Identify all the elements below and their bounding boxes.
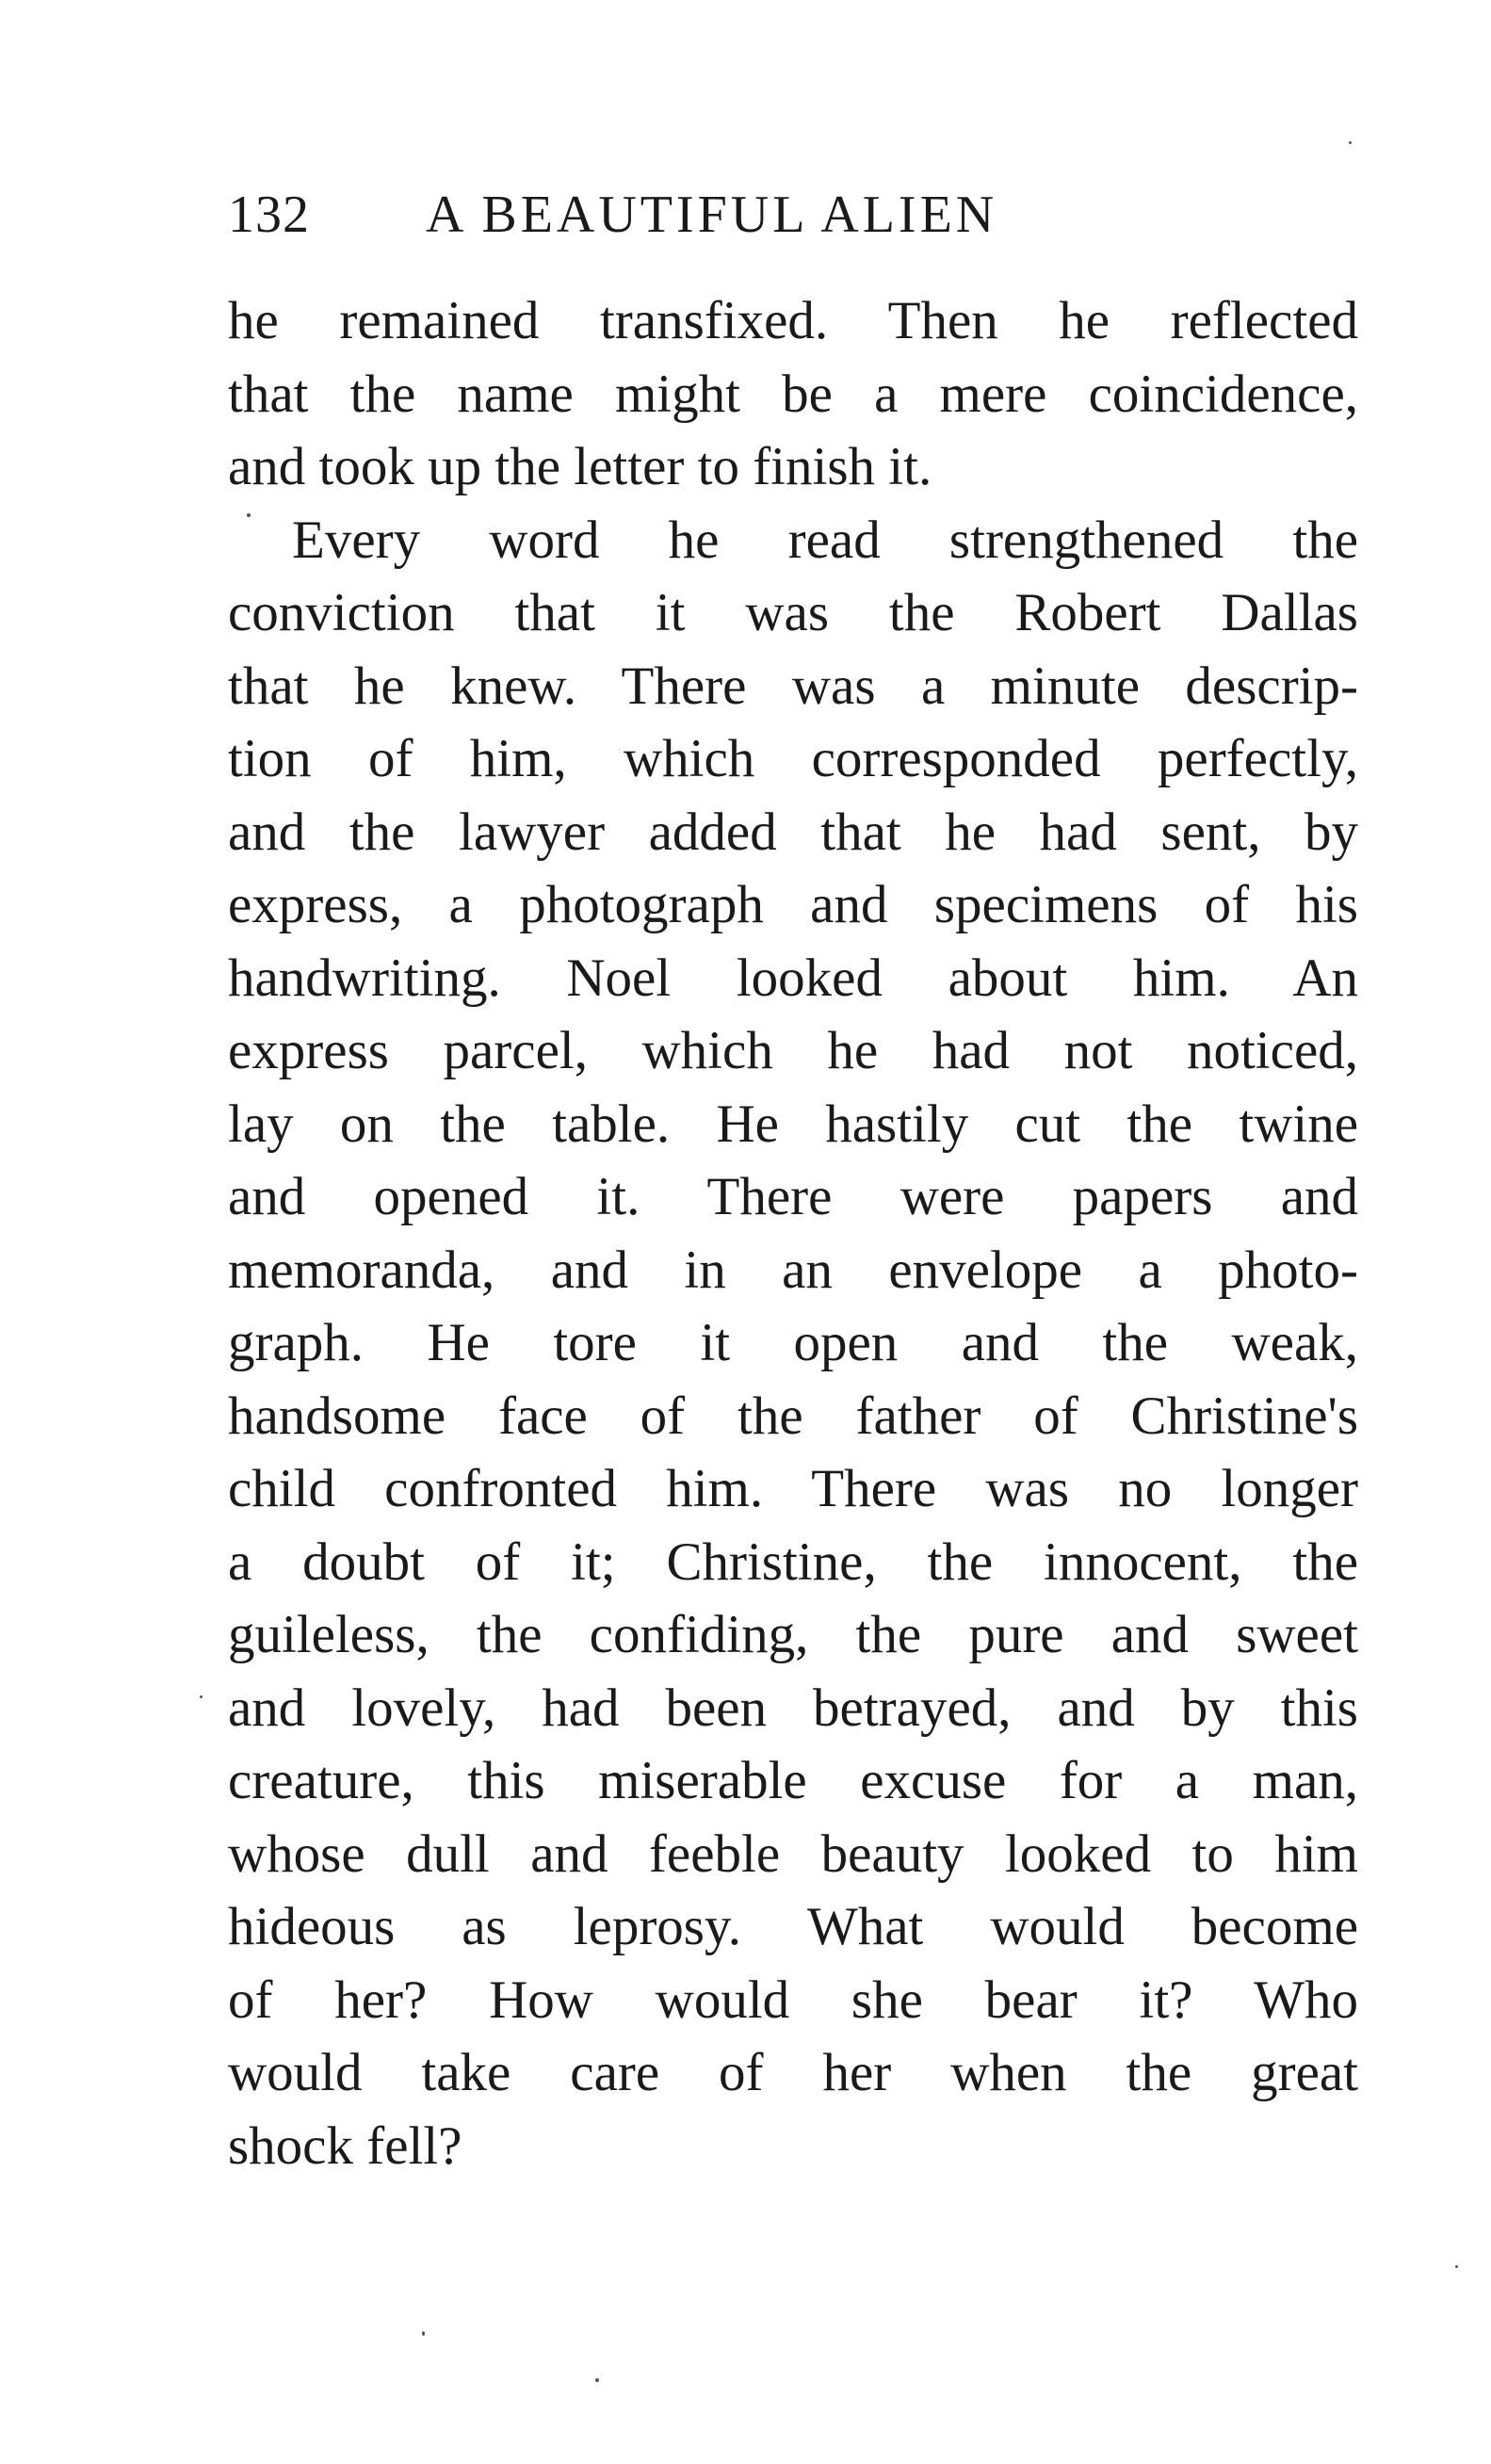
text-line: that the name might be a mere coincidence, (228, 364, 1358, 424)
text-line: a doubt of it; Christine, the innocent, the (228, 1532, 1358, 1592)
scan-speck (200, 1695, 203, 1698)
text-line: express parcel, which he had not noticed, (228, 1021, 1358, 1080)
text-line: that he knew. There was a minute descrip- (228, 656, 1358, 716)
body-text (228, 284, 1358, 2182)
text-line: child confronted him. There was no longer (228, 1459, 1358, 1518)
paragraph-first-line: Every word he read strengthened the (292, 510, 1358, 570)
running-title: A BEAUTIFUL ALIEN (426, 186, 998, 244)
text-line: tion of him, which corresponded perfectly, (228, 729, 1358, 788)
text-line: of her? How would she bear it? Who (228, 1970, 1358, 2030)
scan-speck (1455, 2265, 1458, 2268)
scan-speck (422, 2331, 425, 2336)
text-line: conviction that it was the Robert Dallas (228, 583, 1358, 642)
text-line: and opened it. There were papers and (228, 1167, 1358, 1226)
text-line: would take care of her when the great (228, 2043, 1358, 2102)
text-line: and lovely, had been betrayed, and by this (228, 1678, 1358, 1738)
scan-speck (595, 2378, 599, 2382)
scan-speck (247, 513, 251, 517)
text-line: guileless, the confiding, the pure and sweet (228, 1605, 1358, 1664)
text-line: and the lawyer added that he had sent, by (228, 802, 1358, 862)
text-line: graph. He tore it open and the weak, (228, 1313, 1358, 1372)
page-number: 132 (228, 186, 310, 244)
scan-speck (1349, 141, 1352, 144)
text-line: lay on the table. He hastily cut the twine (228, 1094, 1358, 1154)
page-header (228, 177, 1358, 252)
text-line: hideous as leprosy. What would become (228, 1897, 1358, 1956)
text-line: shock fell? (228, 2115, 462, 2176)
text-line: handsome face of the father of Christine's (228, 1386, 1358, 1446)
text-line: whose dull and feeble beauty looked to him (228, 1824, 1358, 1884)
text-line: handwriting. Noel looked about him. An (228, 948, 1358, 1008)
text-line: creature, this miserable excuse for a man, (228, 1751, 1358, 1810)
text-line: express, a photograph and specimens of his (228, 875, 1358, 934)
text-line: he remained transfixed. Then he reflected (228, 291, 1358, 350)
text-line: memoranda, and in an envelope a photo- (228, 1240, 1358, 1300)
text-line: and took up the letter to finish it. (228, 437, 932, 496)
